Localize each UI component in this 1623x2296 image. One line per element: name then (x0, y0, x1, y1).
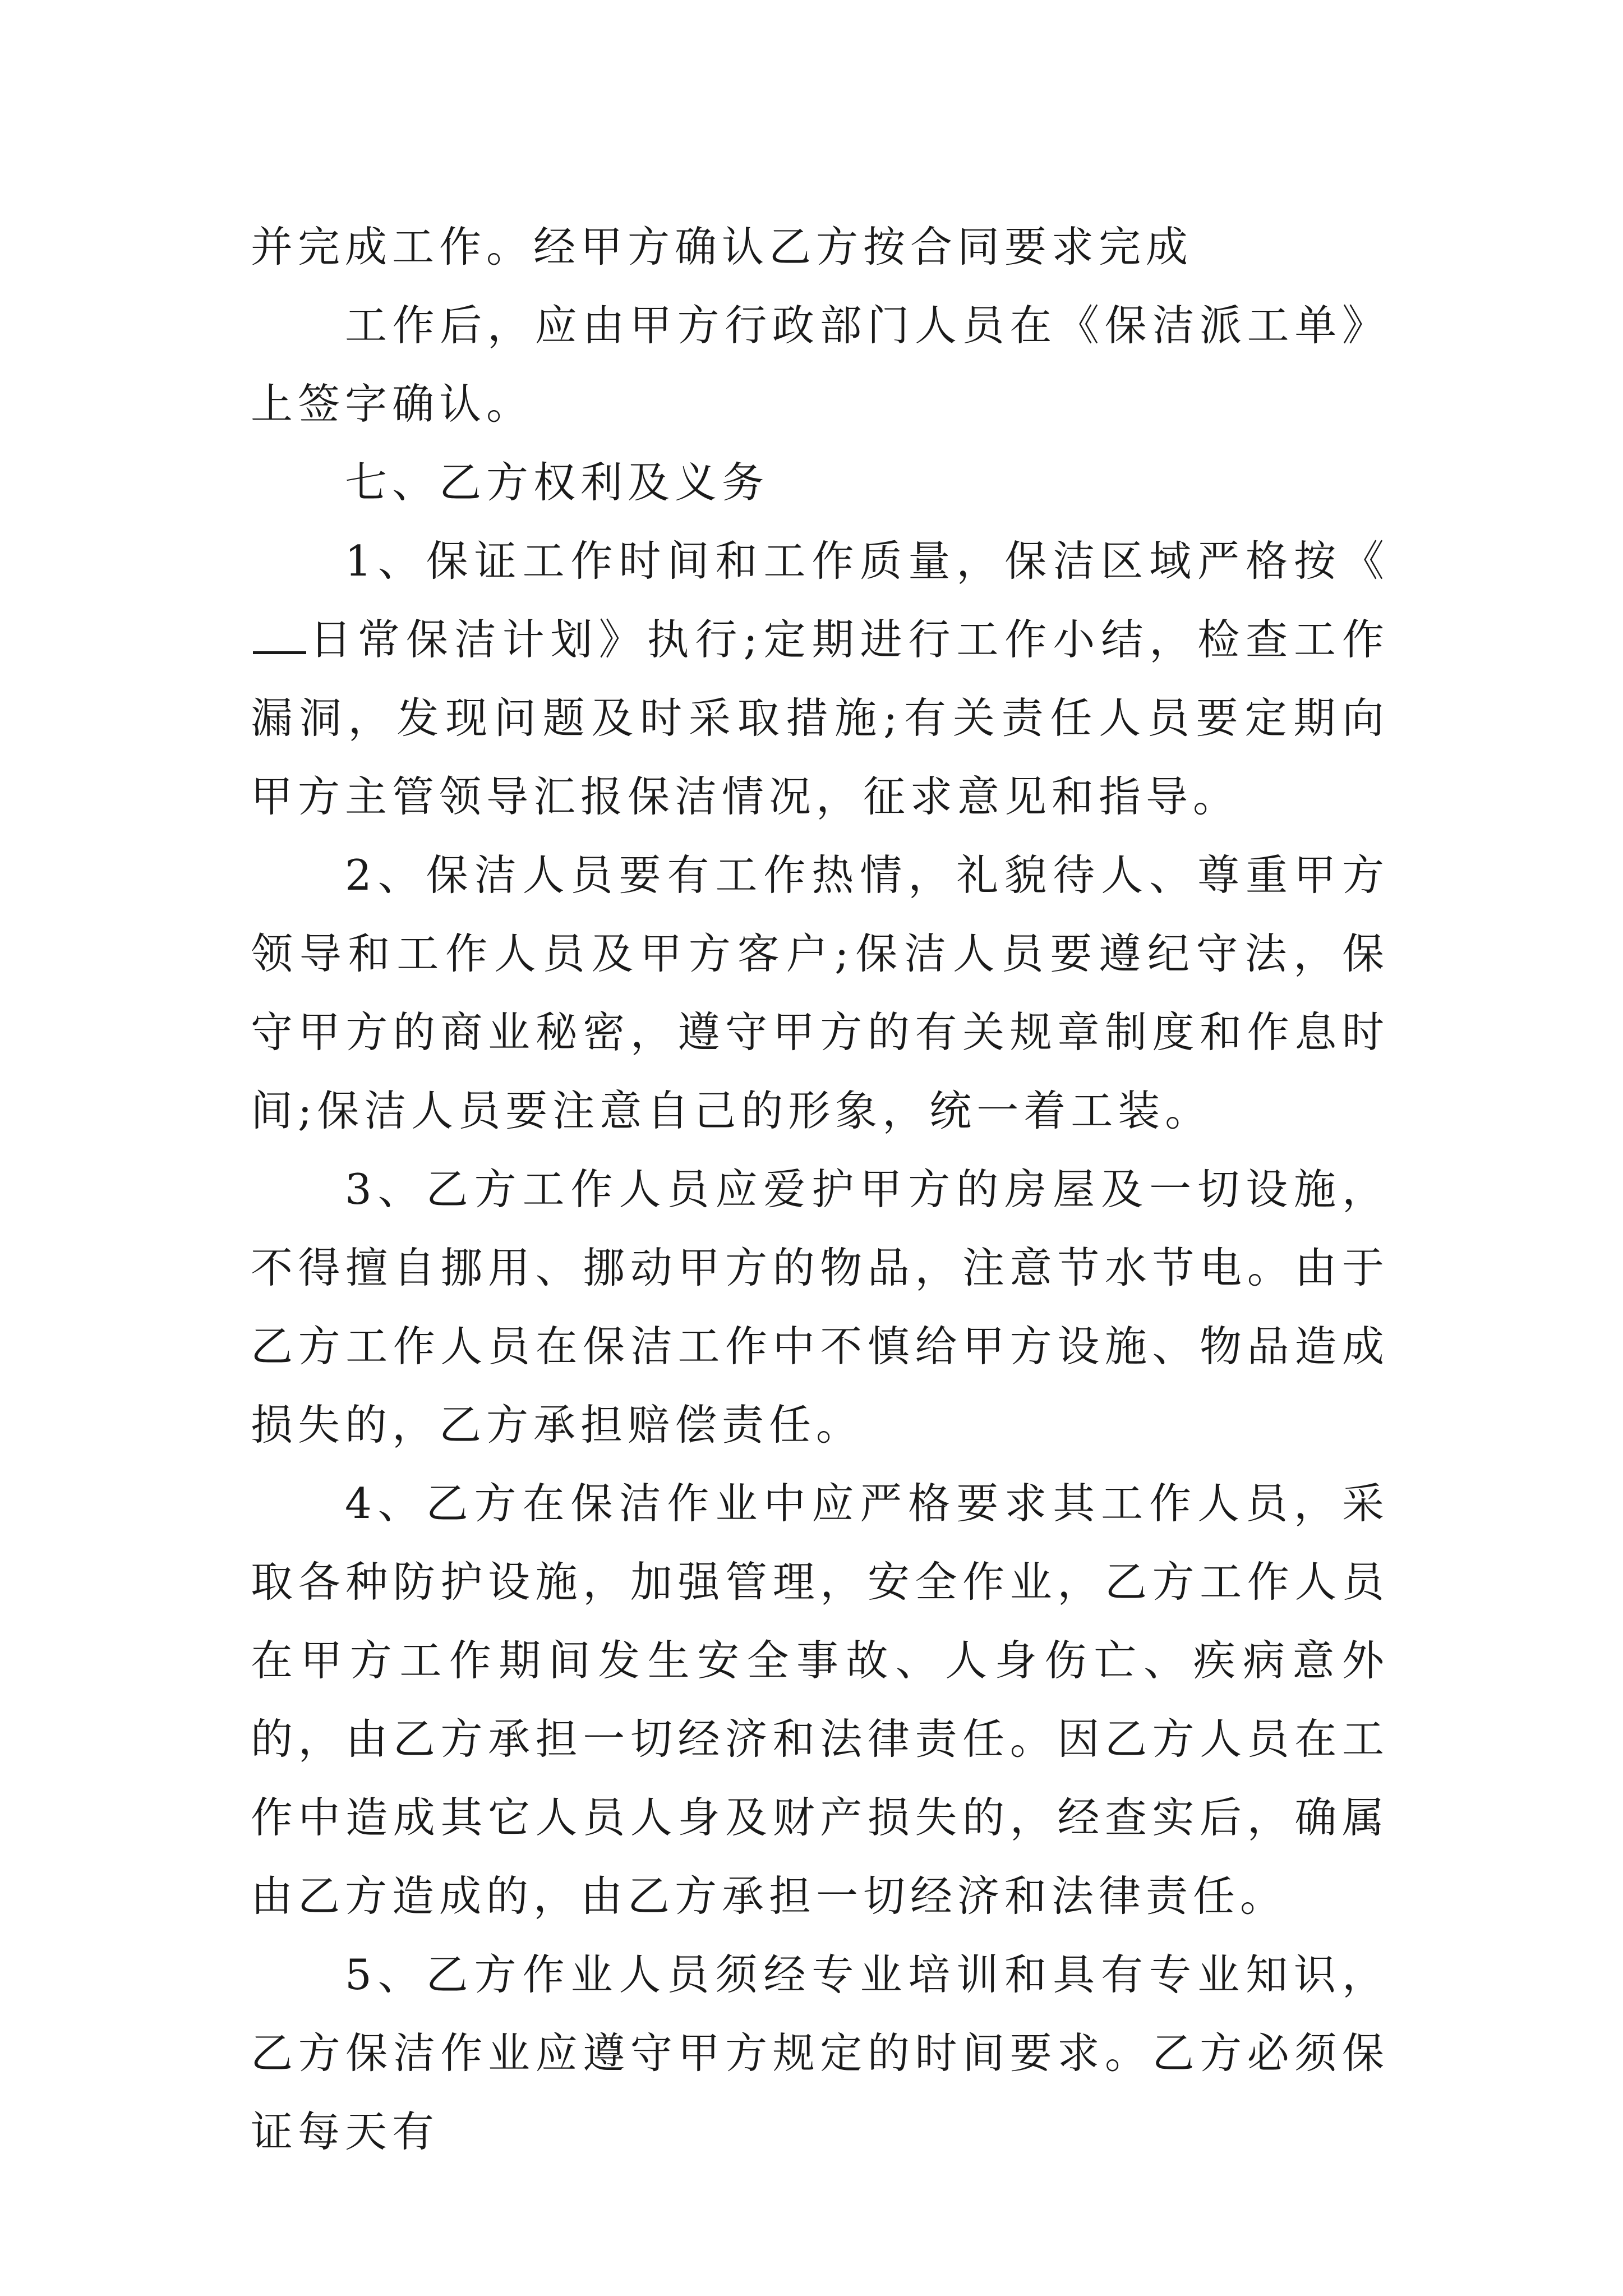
paragraph-clause-5: 5、乙方作业人员须经专业培训和具有专业知识，乙方保洁作业应遵守甲方规定的时间要求。乙方必须保证每天有 (251, 1950, 1389, 2156)
paragraph-clause-2: 2、保洁人员要有工作热情，礼貌待人、尊重甲方领导和工作人员及甲方客户;保洁人员要遵纪守法，保守甲方的商业秘密，遵守甲方的有关规章制度和作息时间;保洁人员要注意自己的形象，统一着工装。 (251, 850, 1389, 1135)
clause-1-text-before-blank: 1、保证工作时间和工作质量，保洁区域严格按《 (345, 536, 1389, 586)
fill-in-blank (253, 613, 306, 654)
paragraph-signature-confirmation: 工作后，应由甲方行政部门人员在《保洁派工单》上签字确认。 (251, 301, 1389, 429)
document-body (251, 208, 1389, 2171)
clause-1-text-after-blank: 日常保洁计划》执行;定期进行工作小结，检查工作漏洞，发现问题及时采取措施;有关责任人员要定期向甲方主管领导汇报保洁情况，征求意见和指导。 (251, 615, 1389, 821)
paragraph-clause-1 (251, 522, 1389, 836)
paragraph-continuation: 并完成工作。经甲方确认乙方按合同要求完成 (251, 222, 1193, 272)
section-heading-7: 七、乙方权利及义务 (345, 458, 769, 507)
paragraph-clause-3: 3、乙方工作人员应爱护甲方的房屋及一切设施，不得擅自挪用、挪动甲方的物品，注意节水节电。由于乙方工作人员在保洁工作中不慎给甲方设施、物品造成损失的，乙方承担赔偿责任。 (251, 1165, 1389, 1450)
paragraph-clause-4: 4、乙方在保洁作业中应严格要求其工作人员，采取各种防护设施，加强管理，安全作业，乙方工作人员在甲方工作期间发生安全事故、人身伤亡、疾病意外的，由乙方承担一切经济和法律责任。因乙方人员在工作中造成其它人员人身及财产损失的，经查实后，确属由乙方造成的，由乙方承担一切经济和法律责任。 (251, 1479, 1389, 1921)
